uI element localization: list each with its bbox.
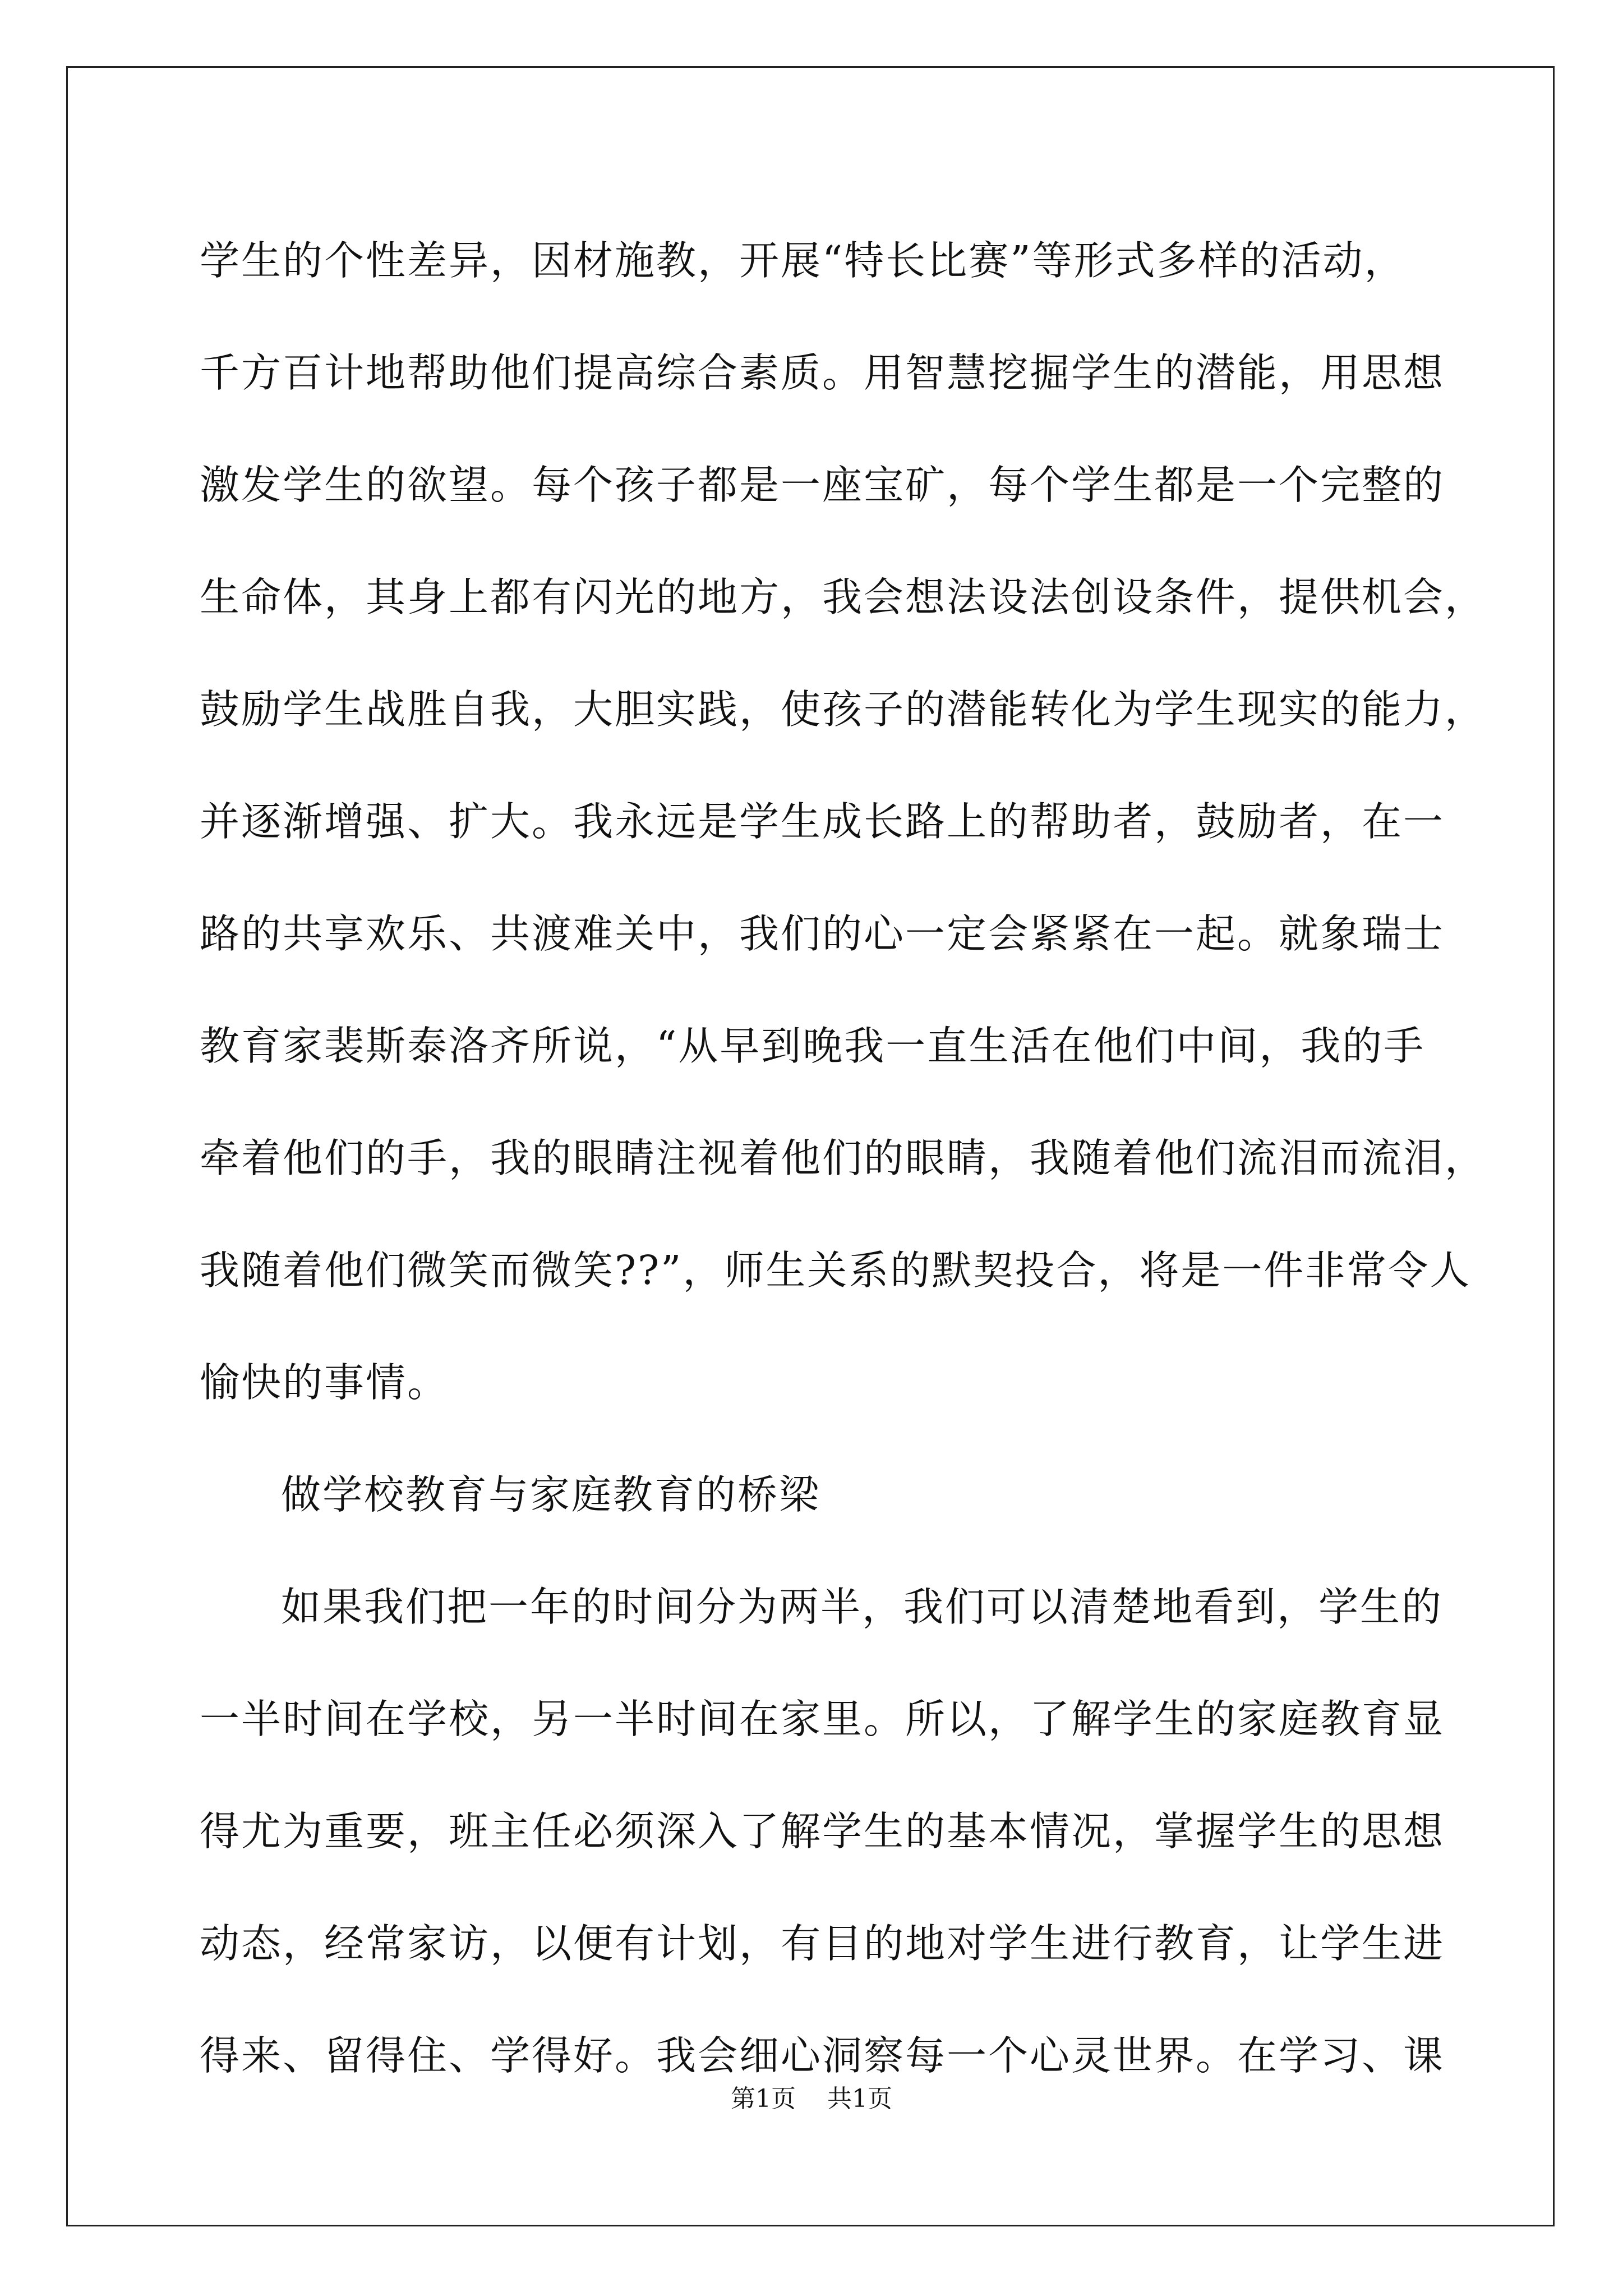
text-line: 牵着他们的手，我的眼睛注视着他们的眼睛，我随着他们流泪而流泪，: [200, 1135, 1487, 1181]
text-line: 路的共享欢乐、共渡难关中，我们的心一定会紧紧在一起。就象瑞士: [200, 910, 1445, 957]
text-line: 动态，经常家访，以便有计划，有目的地对学生进行教育，让学生进: [200, 1920, 1445, 1967]
text-line: 得来、留得住、学得好。我会细心洞察每一个心灵世界。在学习、课: [200, 2032, 1445, 2079]
text-line: 一半时间在学校，另一半时间在家里。所以，了解学生的家庭教育显: [200, 1696, 1445, 1742]
text-line: 激发学生的欲望。每个孩子都是一座宝矿，每个学生都是一个完整的: [200, 462, 1445, 508]
text-line: 并逐渐增强、扩大。我永远是学生成长路上的帮助者，鼓励者，在一: [200, 798, 1445, 845]
text-line: 千方百计地帮助他们提高综合素质。用智慧挖掘学生的潜能，用思想: [200, 349, 1445, 396]
section-heading: 做学校教育与家庭教育的桥梁: [281, 1471, 821, 1518]
text-line: 教育家裴斯泰洛齐所说，“从早到晚我一直生活在他们中间，我的手: [200, 1023, 1426, 1069]
page-footer: 第1页 共1页: [731, 2085, 892, 2113]
text-line: 愉快的事情。: [200, 1359, 449, 1406]
text-line: 学生的个性差异，因材施教，开展“特长比赛”等形式多样的活动，: [200, 237, 1406, 284]
text-line: 得尤为重要，班主任必须深入了解学生的基本情况，掌握学生的思想: [200, 1808, 1445, 1855]
text-line: 鼓励学生战胜自我，大胆实践，使孩子的潜能转化为学生现实的能力，: [200, 686, 1487, 733]
document-body: [200, 205, 1487, 2112]
paragraph-first-line: 如果我们把一年的时间分为两半，我们可以清楚地看到，学生的: [281, 1584, 1444, 1630]
text-line: 生命体，其身上都有闪光的地方，我会想法设法创设条件，提供机会，: [200, 574, 1487, 620]
text-line: 我随着他们微笑而微笑??”，师生关系的默契投合，将是一件非常令人: [200, 1247, 1472, 1294]
